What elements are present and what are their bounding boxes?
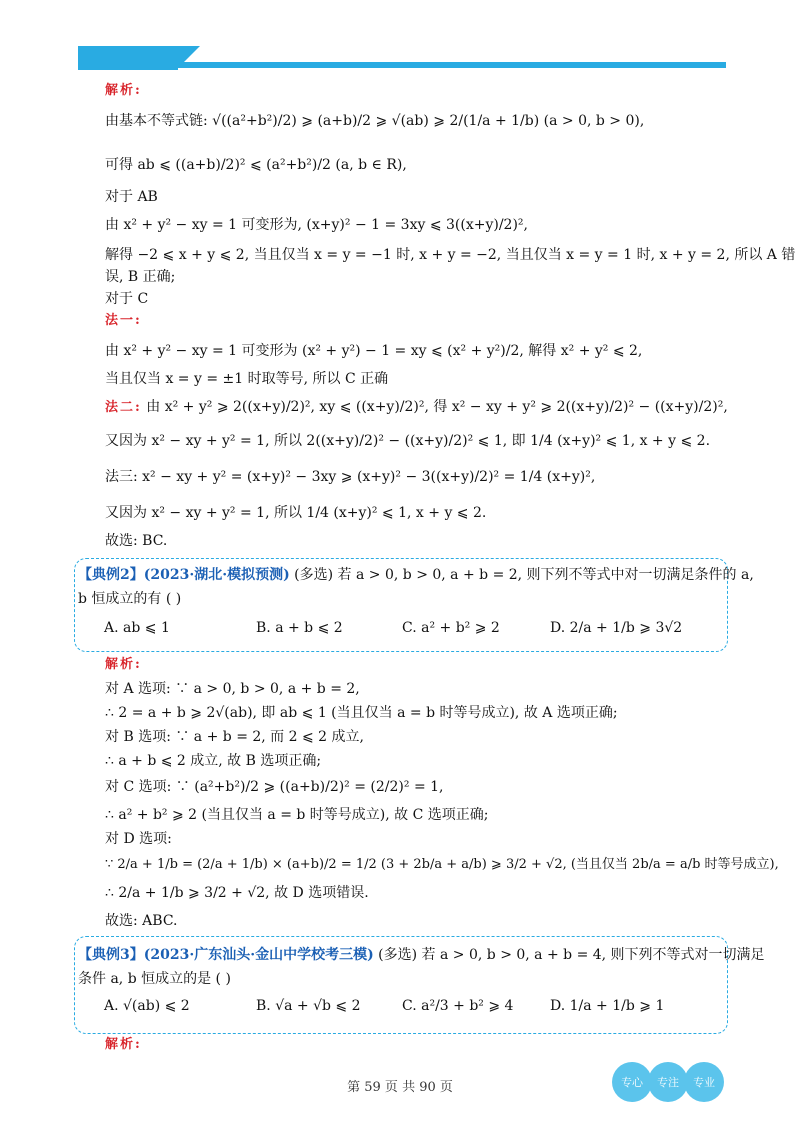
badge: 专业 — [684, 1062, 724, 1102]
option-d: D. 2/a + 1/b ⩾ 3√2 — [550, 620, 683, 636]
solution-line: 由 x² + y² − xy = 1 可变形为, (x+y)² − 1 = 3xy ⩽ 3((x+y)/2)², — [105, 217, 528, 233]
solution-line: 误, B 正确; — [105, 269, 176, 285]
badge: 专心 — [612, 1062, 652, 1102]
solution-line: 由基本不等式链: √((a²+b²)/2) ⩾ (a+b)/2 ⩾ √(ab) ⩾ 2/(1/a + 1/b) (a > 0, b > 0), — [105, 113, 645, 129]
solution-line: 解得 −2 ⩽ x + y ⩽ 2, 当且仅当 x = y = −1 时, x + y = −2, 当且仅当 x = y = 1 时, x + y = 2, 所以 A 错 — [105, 247, 796, 263]
solution-line: 法三: x² − xy + y² = (x+y)² − 3xy ⩾ (x+y)² − 3((x+y)/2)² = 1/4 (x+y)², — [105, 469, 596, 485]
header-rule — [78, 62, 726, 68]
solution-line: ∴ 2 = a + b ⩾ 2√(ab), 即 ab ⩽ 1 (当且仅当 a = b 时等号成立), 故 A 选项正确; — [105, 705, 618, 721]
solution-line: 故选: ABC. — [105, 913, 178, 929]
solution-line: 对 C 选项: ∵ (a²+b²)/2 ⩾ ((a+b)/2)² = (2/2)² = 1, — [105, 779, 444, 795]
example-question: (多选) 若 a > 0, b > 0, a + b = 4, 则下列不等式对一切满足 — [378, 947, 765, 963]
option-b: B. √a + √b ⩽ 2 — [256, 998, 361, 1014]
solution-line: ∵ 2/a + 1/b = (2/a + 1/b) × (a+b)/2 = 1/2 (3 + 2b/a + a/b) ⩾ 3/2 + √2, (当且仅当 2b/a = a/b 时等号成立), — [105, 857, 779, 872]
solution-label: 解析: — [105, 1037, 142, 1052]
option-b: B. a + b ⩽ 2 — [256, 620, 343, 636]
solution-line: 又因为 x² − xy + y² = 1, 所以 2((x+y)/2)² − ((x+y)/2)² ⩽ 1, 即 1/4 (x+y)² ⩽ 1, x + y ⩽ 2. — [105, 433, 711, 449]
solution-line: 当且仅当 x = y = ±1 时取等号, 所以 C 正确 — [105, 371, 389, 387]
example-question: b 恒成立的有 ( ) — [78, 591, 182, 607]
option-c: C. a² + b² ⩾ 2 — [402, 620, 500, 636]
example-source: (2023·广东汕头·金山中学校考三模) — [143, 947, 374, 963]
badge: 专注 — [648, 1062, 688, 1102]
method-label: 法一: — [105, 313, 142, 328]
page-number: 第 59 页 共 90 页 — [347, 1080, 453, 1095]
solution-line: 对 B 选项: ∵ a + b = 2, 而 2 ⩽ 2 成立, — [105, 729, 364, 745]
solution-label: 解析: — [105, 83, 142, 98]
solution-line: 又因为 x² − xy + y² = 1, 所以 1/4 (x+y)² ⩽ 1, x + y ⩽ 2. — [105, 505, 487, 521]
solution-line: 对于 C — [105, 291, 149, 307]
solution-line: 对 D 选项: — [105, 831, 172, 847]
solution-line: 对 A 选项: ∵ a > 0, b > 0, a + b = 2, — [105, 681, 360, 697]
solution-line: ∴ 2/a + 1/b ⩾ 3/2 + √2, 故 D 选项错误. — [105, 885, 369, 901]
solution-line: ∴ a + b ⩽ 2 成立, 故 B 选项正确; — [105, 753, 322, 769]
example-question: (多选) 若 a > 0, b > 0, a + b = 2, 则下列不等式中对一切满足条件的 a, — [294, 567, 754, 583]
solution-label: 解析: — [105, 657, 142, 672]
example-question: 条件 a, b 恒成立的是 ( ) — [78, 971, 231, 987]
example-source: (2023·湖北·模拟预测) — [143, 567, 290, 583]
example-tag: 【典例3】 — [78, 947, 144, 963]
option-a: A. ab ⩽ 1 — [104, 620, 170, 636]
option-d: D. 1/a + 1/b ⩾ 1 — [550, 998, 665, 1014]
option-a: A. √(ab) ⩽ 2 — [104, 998, 190, 1014]
solution-line: 对于 AB — [105, 189, 158, 205]
option-c: C. a²/3 + b² ⩾ 4 — [402, 998, 514, 1014]
solution-line: 故选: BC. — [105, 533, 168, 549]
example-tag: 【典例2】 — [78, 567, 144, 583]
solution-line: 可得 ab ⩽ ((a+b)/2)² ⩽ (a²+b²)/2 (a, b ∈ R), — [105, 157, 407, 173]
solution-line: 由 x² + y² ⩾ 2((x+y)/2)², xy ⩽ ((x+y)/2)², 得 x² − xy + y² ⩾ 2((x+y)/2)² − ((x+y)/2)², — [146, 399, 728, 415]
solution-line: 由 x² + y² − xy = 1 可变形为 (x² + y²) − 1 = xy ⩽ (x² + y²)/2, 解得 x² + y² ⩽ 2, — [105, 343, 643, 359]
solution-line: ∴ a² + b² ⩾ 2 (当且仅当 a = b 时等号成立), 故 C 选项正确; — [105, 807, 489, 823]
method-label: 法二: — [105, 400, 142, 415]
